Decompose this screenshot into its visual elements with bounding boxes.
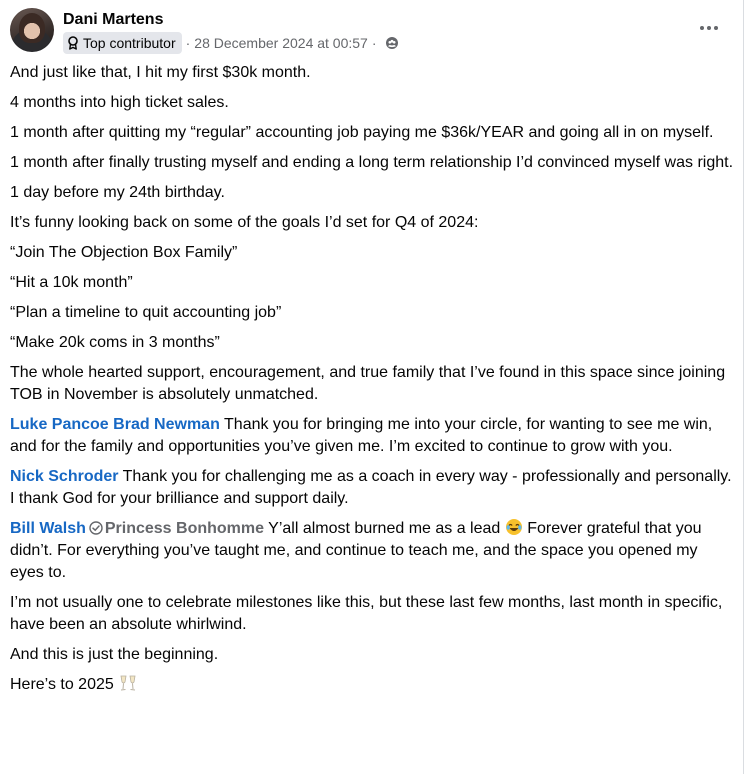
post-paragraph: The whole hearted support, encouragement, and true family that I’ve found in this space since joining TOB in November is absolutely unmatched. — [10, 364, 726, 403]
post-paragraph: 1 month after quitting my “regular” accounting job paying me $36k/YEAR and going all in on myself. — [10, 124, 714, 141]
paragraph-text: Thank you for bringing me into your circle, for wanting to see me win, and for the family and opportunities you’ve given me. I’m excited to continue to grow with you. — [10, 416, 713, 455]
post-body — [10, 62, 734, 704]
post-paragraph: 1 day before my 24th birthday. — [10, 184, 225, 201]
meta-separator: · — [185, 35, 191, 51]
mention-luke-pancoe[interactable]: Luke Pancoe — [10, 416, 109, 433]
post-paragraph: 4 months into high ticket sales. — [10, 94, 229, 111]
mention-bill-walsh[interactable]: Bill Walsh — [10, 520, 86, 537]
post-paragraph — [10, 518, 734, 584]
author-name[interactable]: Dani Martens — [63, 11, 164, 28]
post-paragraph: “Make 20k coms in 3 months” — [10, 334, 220, 351]
meta-separator: · — [371, 35, 377, 51]
laughing-emoji — [505, 518, 523, 536]
post-paragraph: I’m not usually one to celebrate milestones like this, but these last few months, last month in specific, have been an absolute whirlwind. — [10, 594, 723, 633]
more-options-icon[interactable] — [697, 16, 721, 40]
badge-label: Top contributor — [83, 35, 176, 51]
post-paragraph: And just like that, I hit my first $30k month. — [10, 64, 311, 81]
post-paragraph: “Hit a 10k month” — [10, 274, 133, 291]
post-paragraph — [10, 466, 734, 510]
post-paragraph — [10, 674, 734, 696]
champagne-glasses-emoji — [118, 674, 138, 692]
mention-brad-newman[interactable]: Brad Newman — [113, 416, 220, 433]
post-paragraph: 1 month after finally trusting myself and ending a long term relationship I’d convinced myself was right. — [10, 154, 734, 171]
post-paragraph: “Plan a timeline to quit accounting job” — [10, 304, 282, 321]
paragraph-text: Forever grateful that you didn’t. For everything you’ve taught me, and continue to teach me, and the space you opened my eyes to. — [10, 520, 702, 581]
verified-icon — [89, 521, 103, 535]
paragraph-text: Here’s to 2025 — [10, 676, 114, 693]
post-timestamp[interactable]: 28 December 2024 at 00:57 — [194, 35, 368, 51]
award-badge-icon — [67, 36, 79, 50]
paragraph-text: Y’all almost burned me as a lead — [264, 520, 505, 537]
mention-princess-bonhomme[interactable]: Princess Bonhomme — [104, 520, 265, 537]
mention-nick-schroder[interactable]: Nick Schroder — [10, 468, 119, 485]
top-contributor-badge[interactable] — [63, 32, 182, 54]
paragraph-text: Thank you for challenging me as a coach in every way - professionally and personally. I thank God for your brilliance and support daily. — [10, 468, 732, 507]
post-meta — [63, 32, 399, 54]
post-paragraph: And this is just the beginning. — [10, 646, 219, 663]
post-paragraph: “Join The Objection Box Family” — [10, 244, 238, 261]
post-paragraph — [10, 414, 734, 458]
group-audience-icon[interactable] — [385, 36, 399, 50]
avatar[interactable] — [10, 8, 54, 52]
post-paragraph: It’s funny looking back on some of the goals I’d set for Q4 of 2024: — [10, 214, 479, 231]
post-header — [10, 8, 743, 54]
